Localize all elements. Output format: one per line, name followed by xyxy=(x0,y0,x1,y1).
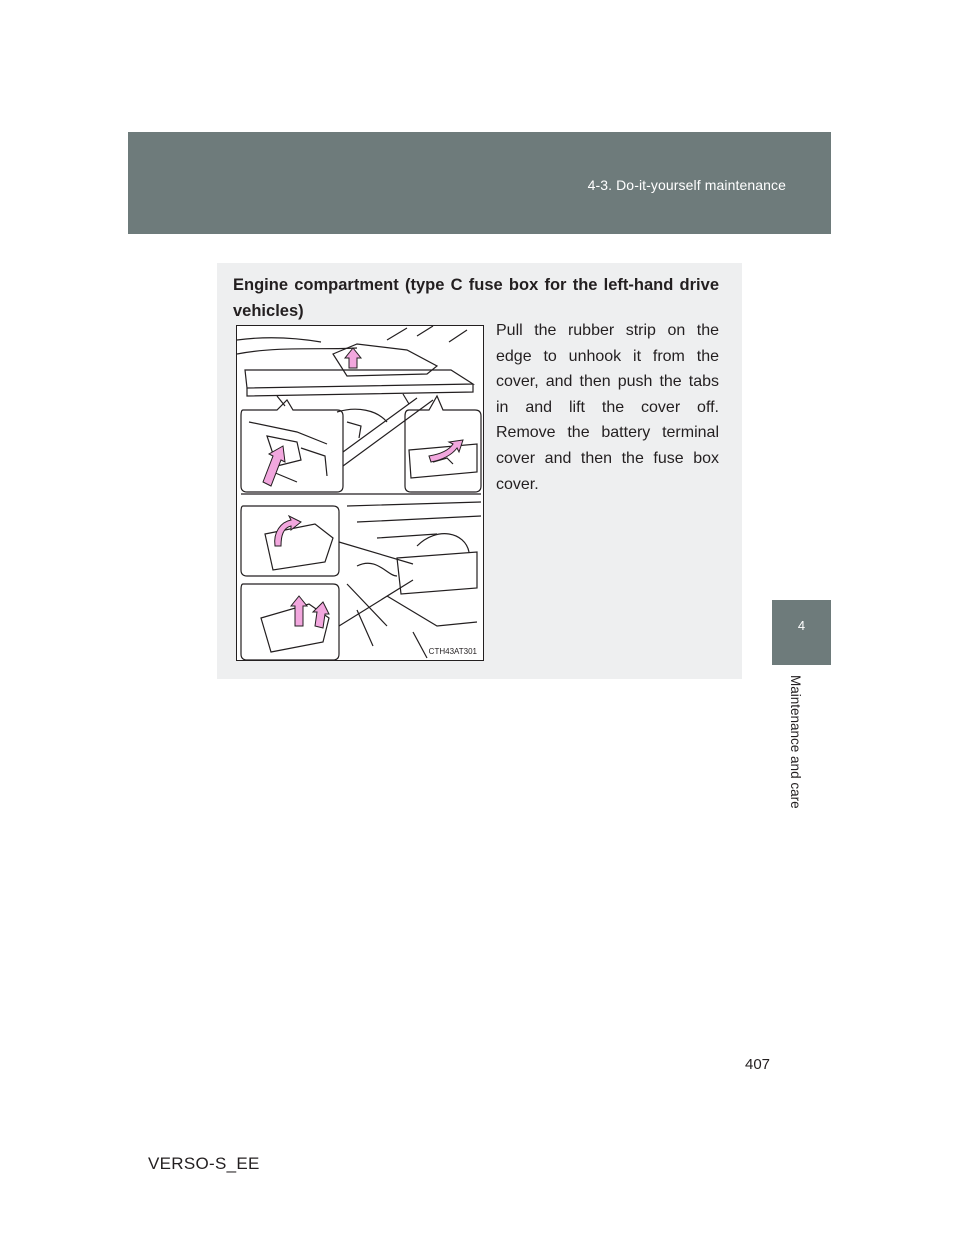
fuse-box-illustration-drawing xyxy=(237,326,484,661)
figure-code: CTH43AT301 xyxy=(428,647,477,656)
instruction-panel xyxy=(217,263,742,679)
instruction-text: Pull the rubber strip on the edge to unhook it from the cover, and then push the tabs in and lift the cover off. Remove the battery terminal cover and then the fuse box cover. xyxy=(496,322,719,493)
section-title: 4-3. Do-it-yourself maintenance xyxy=(587,177,786,193)
chapter-label: Maintenance and care xyxy=(788,675,803,809)
header-band xyxy=(128,132,831,234)
footer-code: VERSO-S_EE xyxy=(148,1154,260,1173)
page-number: 407 xyxy=(745,1056,771,1073)
panel-heading: Engine compartment (type C fuse box for the left-hand drive vehicles) xyxy=(233,276,719,320)
chapter-number: 4 xyxy=(797,618,806,633)
fuse-box-illustration xyxy=(236,325,484,661)
chapter-tab xyxy=(772,600,831,665)
